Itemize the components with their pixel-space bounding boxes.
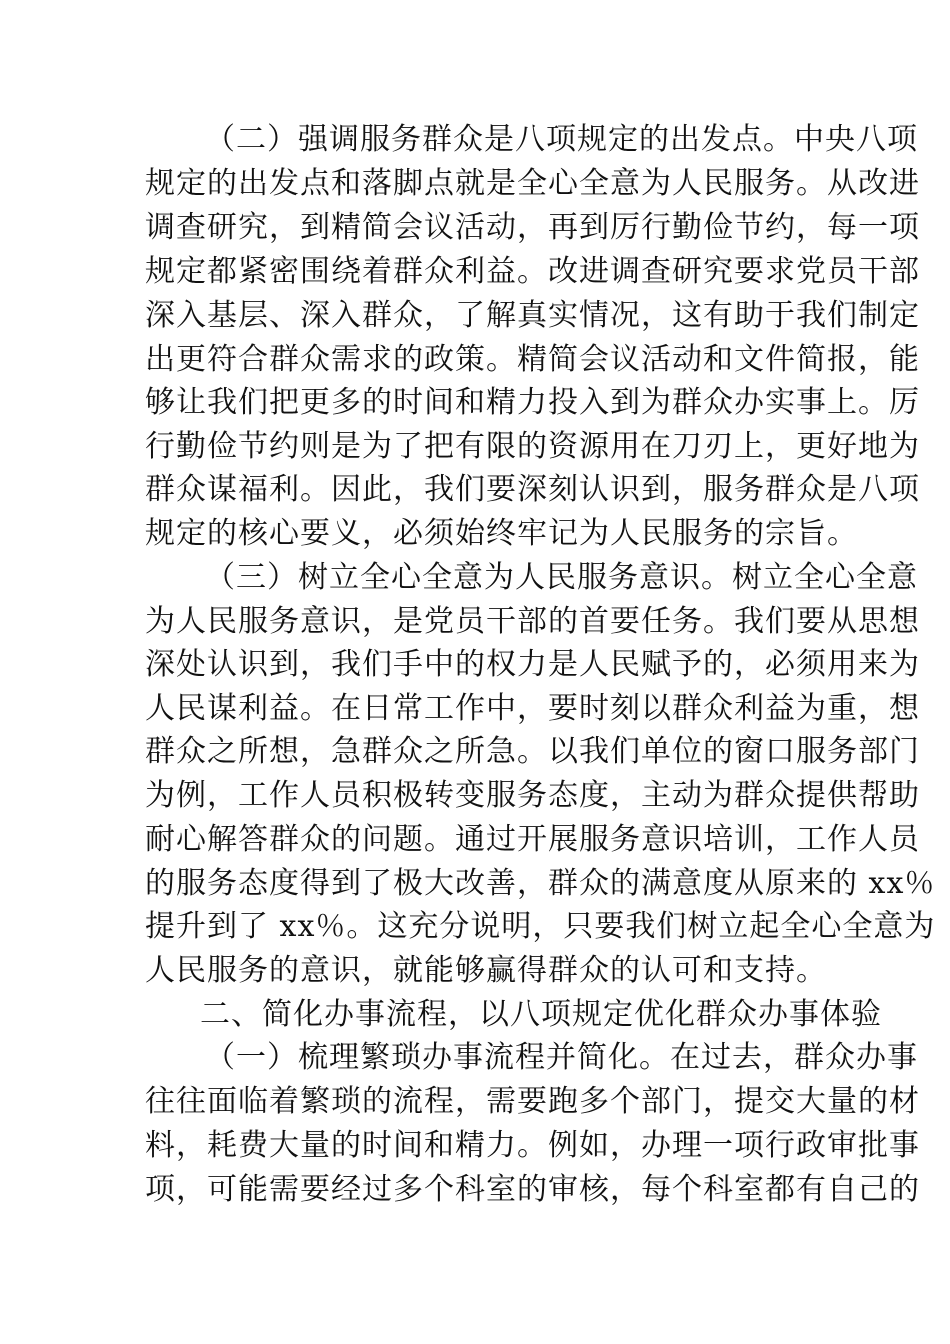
paragraph-line: 规定的核心要义，必须始终牢记为人民服务的宗旨。 xyxy=(145,516,858,551)
paragraph-line: 调查研究，到精简会议活动，再到厉行勤俭节约，每一项 xyxy=(145,210,920,245)
paragraph-line: 深入基层、深入群众，了解真实情况，这有助于我们制定 xyxy=(145,298,920,333)
paragraph-line: 规定的出发点和落脚点就是全心全意为人民服务。从改进 xyxy=(145,166,920,201)
paragraph-line: 提升到了 xx％。这充分说明，只要我们树立起全心全意为 xyxy=(145,909,936,944)
paragraph-line: 规定都紧密围绕着群众利益。改进调查研究要求党员干部 xyxy=(145,254,920,289)
paragraph-line: 耐心解答群众的问题。通过开展服务意识培训，工作人员 xyxy=(145,822,920,857)
paragraph-line: 为例，工作人员积极转变服务态度，主动为群众提供帮助 xyxy=(145,778,920,813)
paragraph-line: 料，耗费大量的时间和精力。例如，办理一项行政审批事 xyxy=(145,1128,920,1163)
paragraph-line: 的服务态度得到了极大改善，群众的满意度从原来的 xx％ xyxy=(145,866,936,901)
paragraph-line: 出更符合群众需求的政策。精简会议活动和文件简报，能 xyxy=(145,342,920,377)
paragraph-line: 够让我们把更多的时间和精力投入到为群众办实事上。厉 xyxy=(145,385,920,420)
paragraph-line: 行勤俭节约则是为了把有限的资源用在刀刃上，更好地为 xyxy=(145,429,920,464)
paragraph-line: （一）梳理繁琐办事流程并简化。在过去，群众办事 xyxy=(205,1040,918,1075)
paragraph-line: 群众谋福利。因此，我们要深刻认识到，服务群众是八项 xyxy=(145,472,920,507)
paragraph-line: （三）树立全心全意为人民服务意识。树立全心全意 xyxy=(205,560,918,595)
paragraph-line: 为人民服务意识，是党员干部的首要任务。我们要从思想 xyxy=(145,604,920,639)
paragraph-line: 项，可能需要经过多个科室的审核，每个科室都有自己的 xyxy=(145,1172,920,1207)
paragraph-line: 人民谋利益。在日常工作中，要时刻以群众利益为重，想 xyxy=(145,691,920,726)
paragraph-line: 深处认识到，我们手中的权力是人民赋予的，必须用来为 xyxy=(145,647,920,682)
paragraph-line: 往往面临着繁琐的流程，需要跑多个部门，提交大量的材 xyxy=(145,1084,920,1119)
paragraph-line: 人民服务的意识，就能够赢得群众的认可和支持。 xyxy=(145,953,827,988)
paragraph-line: 群众之所想，急群众之所急。以我们单位的窗口服务部门 xyxy=(145,734,920,769)
section-heading: 二、简化办事流程，以八项规定优化群众办事体验 xyxy=(200,997,882,1032)
paragraph-line: （二）强调服务群众是八项规定的出发点。中央八项 xyxy=(205,122,918,157)
